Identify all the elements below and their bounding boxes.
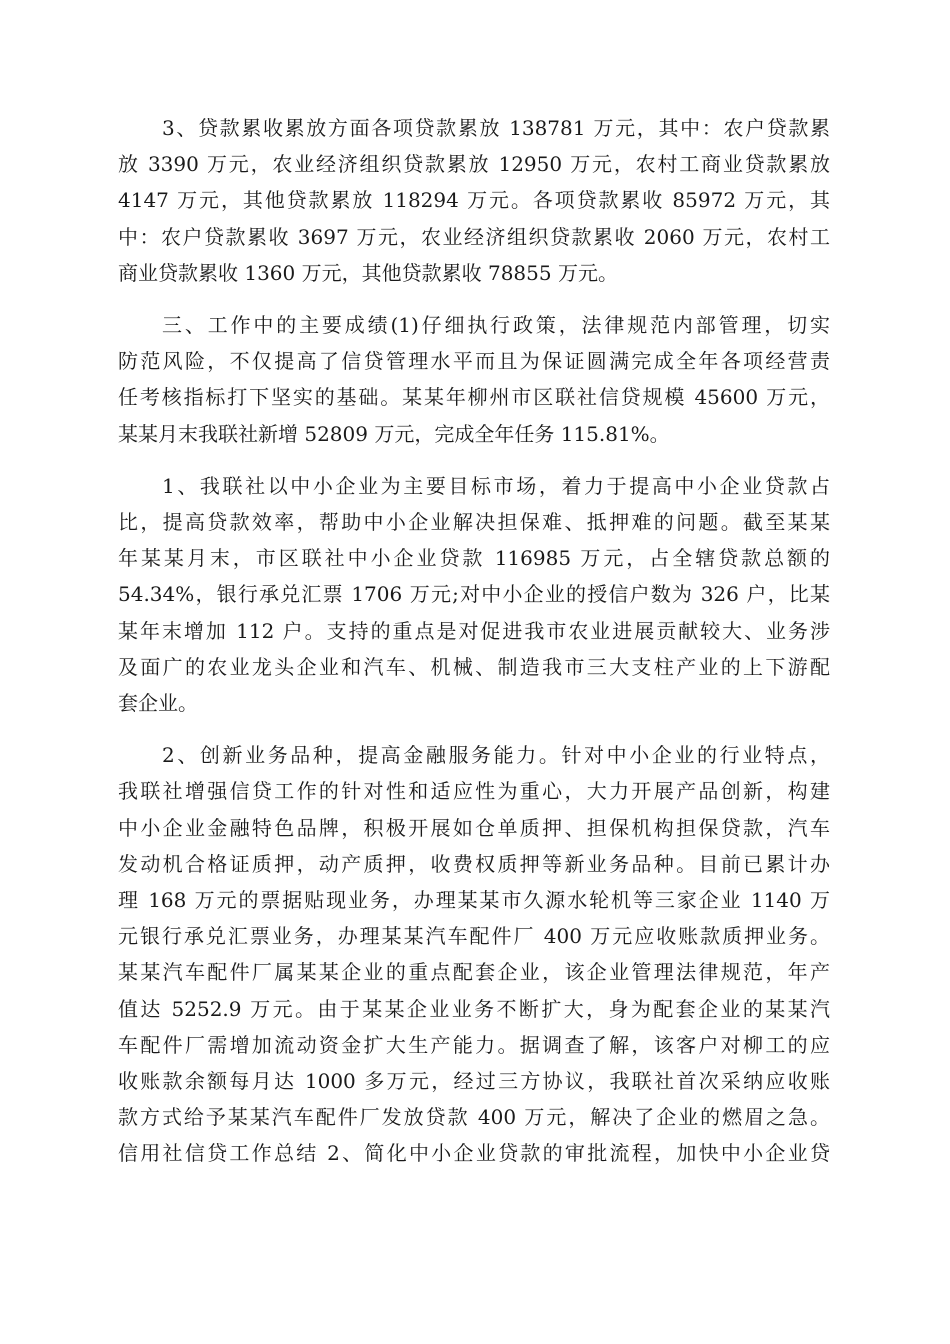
text-line: 商业贷款累收 1360 万元，其他贷款累收 78855 万元。 — [118, 260, 618, 285]
text-line: 收账款余额每月达 1000 多万元，经过三方协议，我联社首次采纳应收账 — [118, 1069, 830, 1094]
text-line: 比，提高贷款效率，帮助中小企业解决担保难、抵押难的问题。截至某某 — [118, 510, 830, 535]
text-line: 中小企业金融特色品牌，积极开展如仓单质押、担保机构担保贷款，汽车 — [118, 815, 830, 840]
text-line: 值达 5252.9 万元。由于某某企业业务不断扩大，身为配套企业的某某汽 — [118, 996, 830, 1021]
text-line: 元银行承兑汇票业务，办理某某汽车配件厂 400 万元应收账款质押业务。 — [118, 924, 830, 949]
text-line: 某某月末我联社新增 52809 万元，完成全年任务 115.81%。 — [118, 421, 670, 446]
text-line: 某年末增加 112 户。支持的重点是对促进我市农业进展贡献较大、业务涉 — [118, 618, 830, 643]
text-line: 三、工作中的主要成绩(1)仔细执行政策，法律规范内部管理，切实 — [162, 313, 830, 338]
text-line: 发动机合格证质押，动产质押，收费权质押等新业务品种。目前已累计办 — [118, 851, 830, 876]
text-line: 我联社增强信贷工作的针对性和适应性为重心，大力开展产品创新，构建 — [118, 779, 830, 804]
text-line: 任考核指标打下坚实的基础。某某年柳州市区联社信贷规模 45600 万元， — [118, 385, 830, 410]
paragraph-business-innovation — [118, 737, 830, 1171]
text-line: 套企业。 — [118, 691, 198, 716]
text-line: 3、贷款累收累放方面各项贷款累放 138781 万元，其中：农户贷款累 — [162, 116, 830, 140]
text-line: 信用社信贷工作总结 2、简化中小企业贷款的审批流程，加快中小企业贷 — [118, 1141, 830, 1166]
paragraph-main-achievements — [118, 307, 830, 452]
text-line: 防范风险，不仅提高了信贷管理水平而且为保证圆满完成全年各项经营责 — [118, 349, 830, 374]
text-line: 款方式给予某某汽车配件厂发放贷款 400 万元，解决了企业的燃眉之急。 — [118, 1105, 830, 1130]
text-line: 车配件厂需增加流动资金扩大生产能力。据调查了解，该客户对柳工的应 — [118, 1032, 830, 1057]
text-line: 1、我联社以中小企业为主要目标市场，着力于提高中小企业贷款占 — [162, 473, 830, 498]
document-body — [118, 110, 830, 1188]
text-line: 4147 万元，其他贷款累放 118294 万元。各项贷款累收 85972 万元，其 — [118, 188, 830, 213]
text-line: 放 3390 万元，农业经济组织贷款累放 12950 万元，农村工商业贷款累放 — [118, 152, 830, 177]
text-line: 及面广的农业龙头企业和汽车、机械、制造我市三大支柱产业的上下游配 — [118, 654, 830, 679]
text-line: 某某汽车配件厂属某某企业的重点配套企业，该企业管理法律规范，年产 — [118, 960, 830, 985]
text-line: 中：农户贷款累收 3697 万元，农业经济组织贷款累收 2060 万元，农村工 — [118, 224, 830, 249]
text-line: 54.34%，银行承兑汇票 1706 万元;对中小企业的授信户数为 326 户，比某 — [118, 582, 830, 607]
text-line: 理 168 万元的票据贴现业务，办理某某市久源水轮机等三家企业 1140 万 — [118, 888, 830, 913]
text-line: 年某某月末，市区联社中小企业贷款 116985 万元，占全辖贷款总额的 — [118, 546, 830, 571]
paragraph-loan-cumulative — [118, 110, 830, 291]
text-line: 2、创新业务品种，提高金融服务能力。针对中小企业的行业特点， — [162, 743, 830, 768]
paragraph-sme-target-market — [118, 468, 830, 721]
